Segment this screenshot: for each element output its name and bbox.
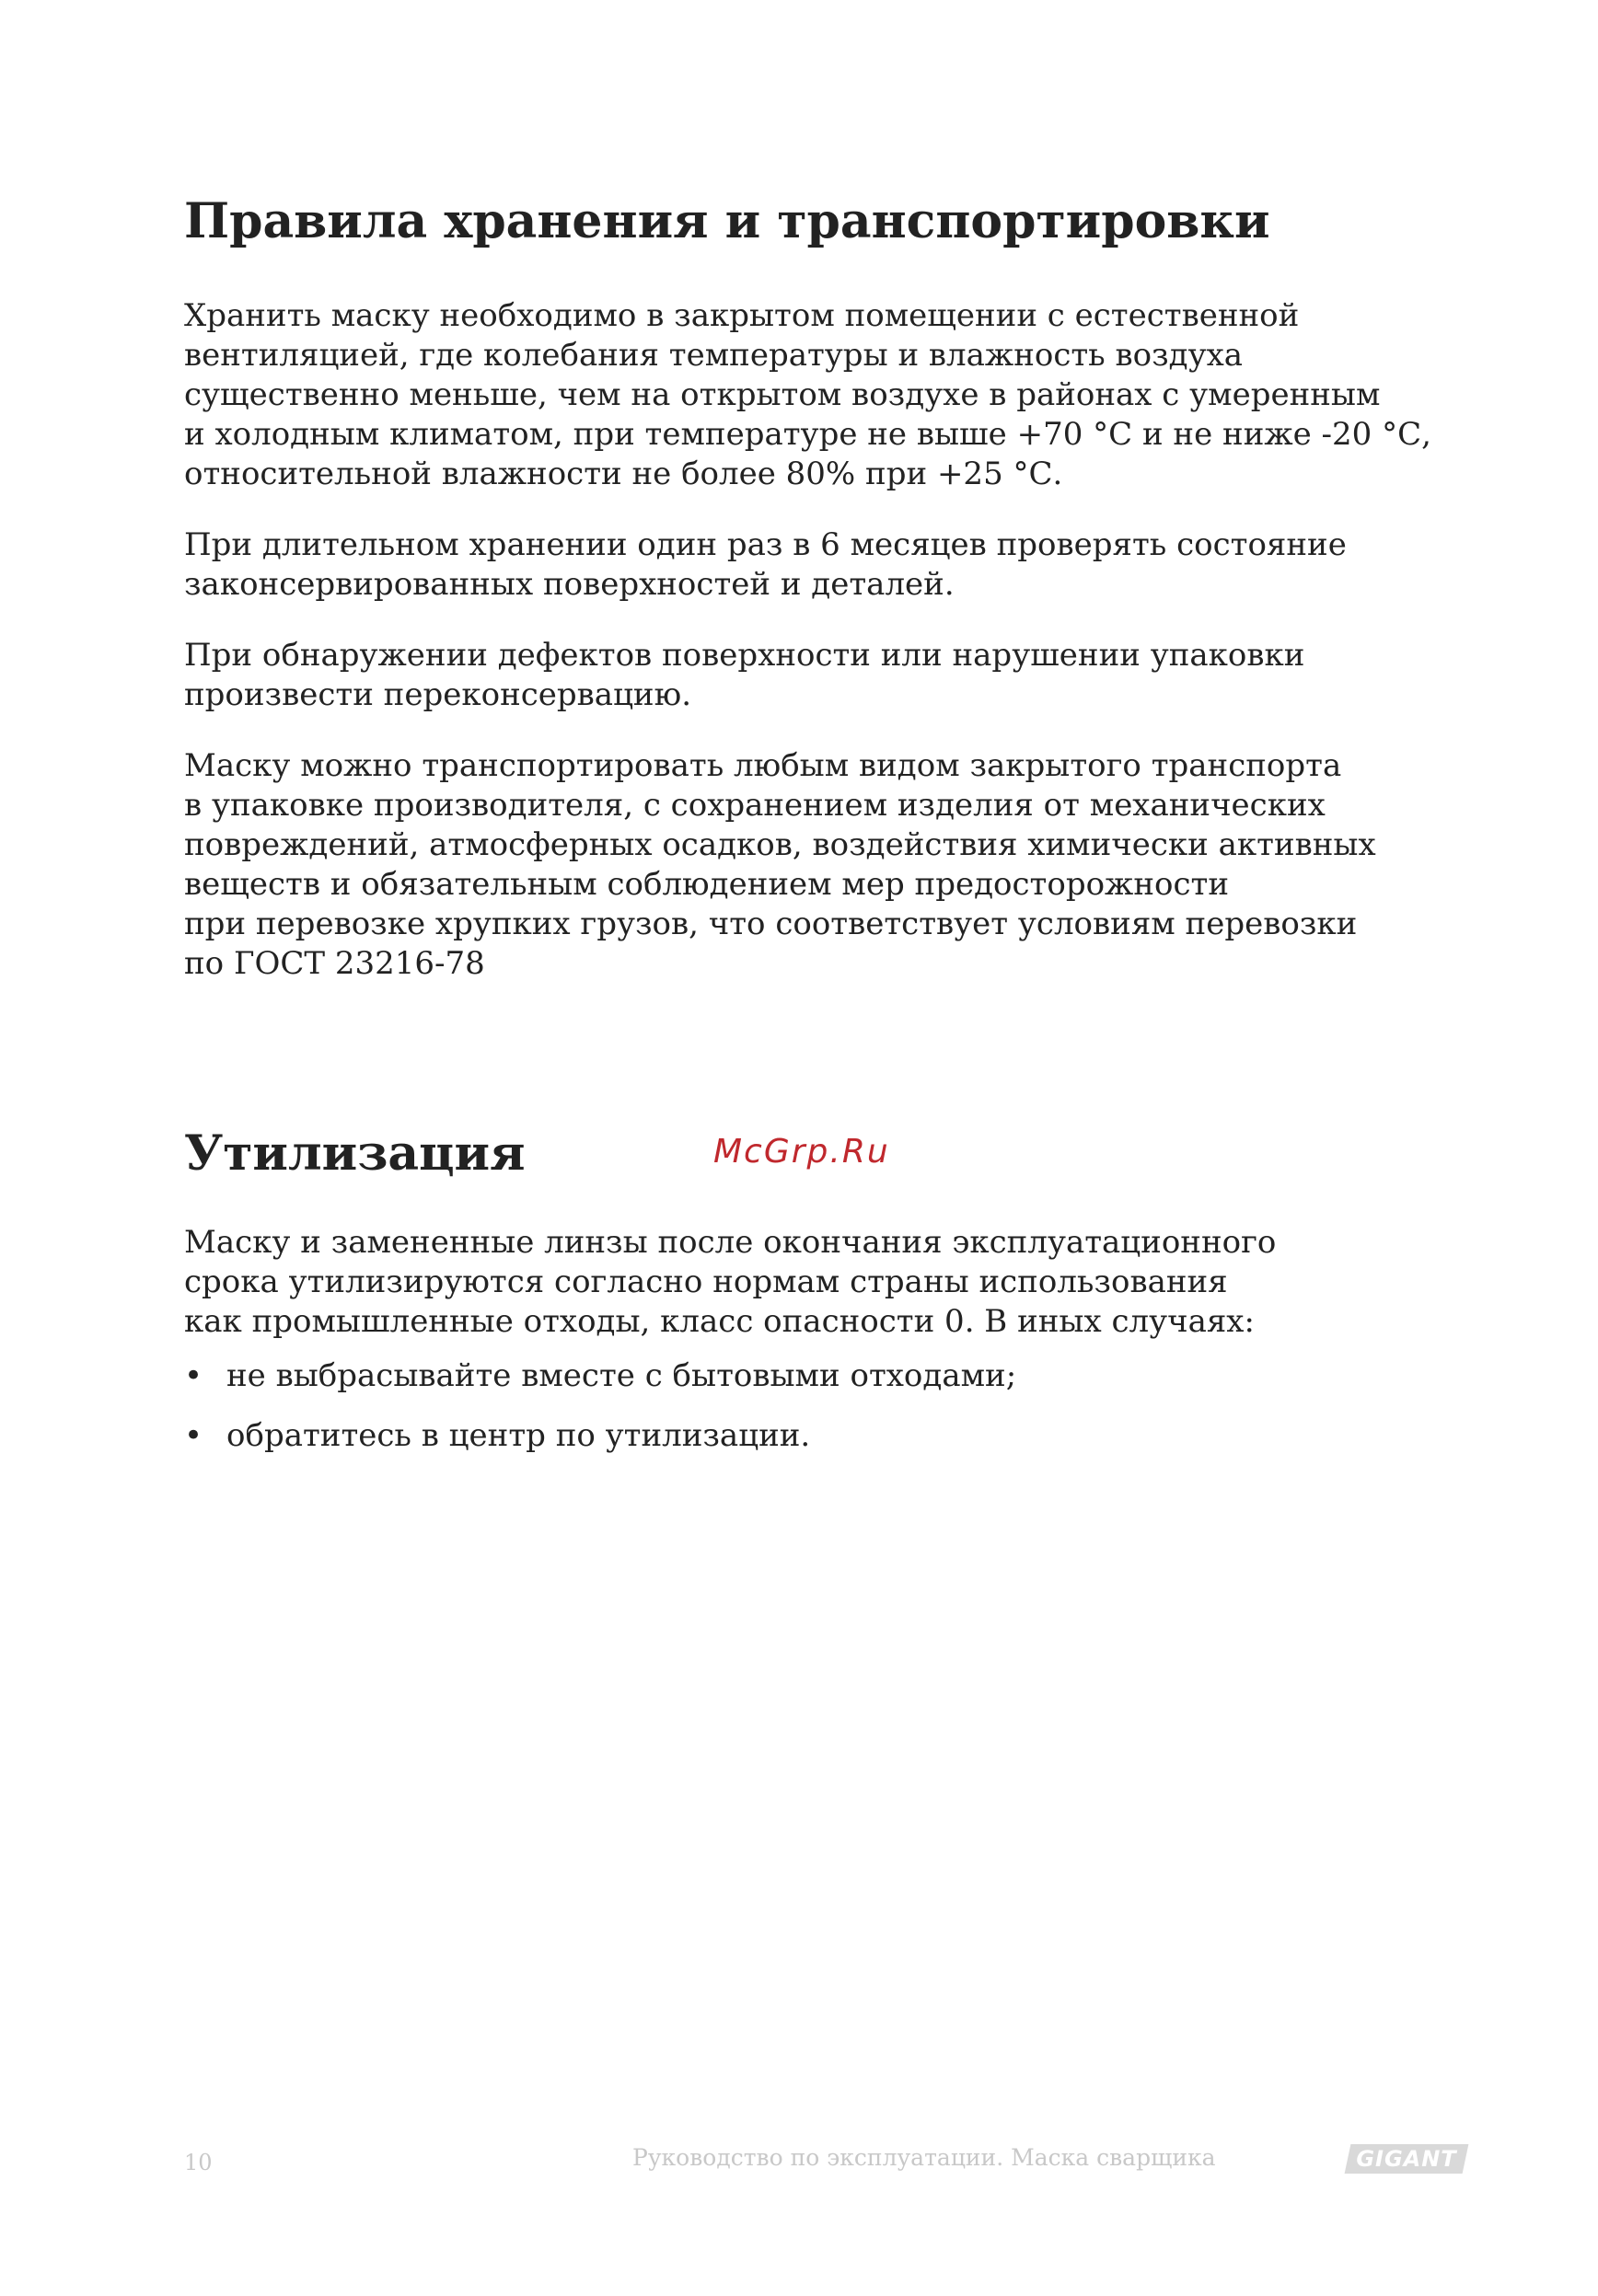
disposal-title-row — [184, 1116, 1473, 1192]
storage-paragraph-transport: Маску можно транспортировать любым видом закрытого транспорта в упаковке производителя, с сохранением изделия от механических повреждений, атмосферных осадков, воздействия химически активных веществ и обязательным соблюдением мер предосторожности при перевозке хрупких грузов, что соответствует условиям перевозки по ГОСТ 23216-78 — [184, 747, 1376, 982]
page-content — [184, 184, 1473, 1476]
storage-section-title: Правила хранения и транспортировки — [184, 193, 1270, 249]
disposal-section-title: Утилизация — [184, 1125, 526, 1182]
brand-logo-text: GIGANT — [1356, 2146, 1457, 2172]
brand-logo — [1345, 2144, 1469, 2174]
footer-document-title: Руководство по эксплуатации. Маска сварщика — [632, 2144, 1216, 2171]
list-item — [184, 1356, 1473, 1396]
disposal-bullet-list — [184, 1356, 1473, 1456]
list-item — [184, 1416, 1473, 1456]
page-footer — [184, 2144, 1465, 2181]
storage-paragraph-defects: При обнаружении дефектов поверхности или нарушении упаковки произвести переконсервацию. — [184, 637, 1305, 713]
bullet-marker: • — [184, 1357, 203, 1394]
bullet-marker: • — [184, 1417, 203, 1454]
list-item-text: обратитесь в центр по утилизации. — [226, 1417, 811, 1454]
disposal-paragraph: Маску и замененные линзы после окончания эксплуатационного срока утилизируются согласно нормам страны использования как промышленные отходы, класс опасности 0. В иных случаях: — [184, 1224, 1277, 1340]
list-item-text: не выбрасывайте вместе с бытовыми отходами; — [226, 1357, 1017, 1394]
storage-paragraph-conditions: Хранить маску необходимо в закрытом помещении с естественной вентиляцией, где колебания температуры и влажность воздуха существенно меньше, чем на открытом воздухе в районах с умеренным и холодным климатом, при температуре не выше +70 °С и не ниже -20 °С, относительной влажности не более 80% при +25 °С. — [184, 297, 1431, 492]
page-number: 10 — [184, 2150, 213, 2175]
storage-paragraph-inspection: При длительном хранении один раз в 6 месяцев проверять состояние законсервированных поверхностей и деталей. — [184, 526, 1347, 603]
watermark-text: McGrp.Ru — [713, 1133, 890, 1171]
